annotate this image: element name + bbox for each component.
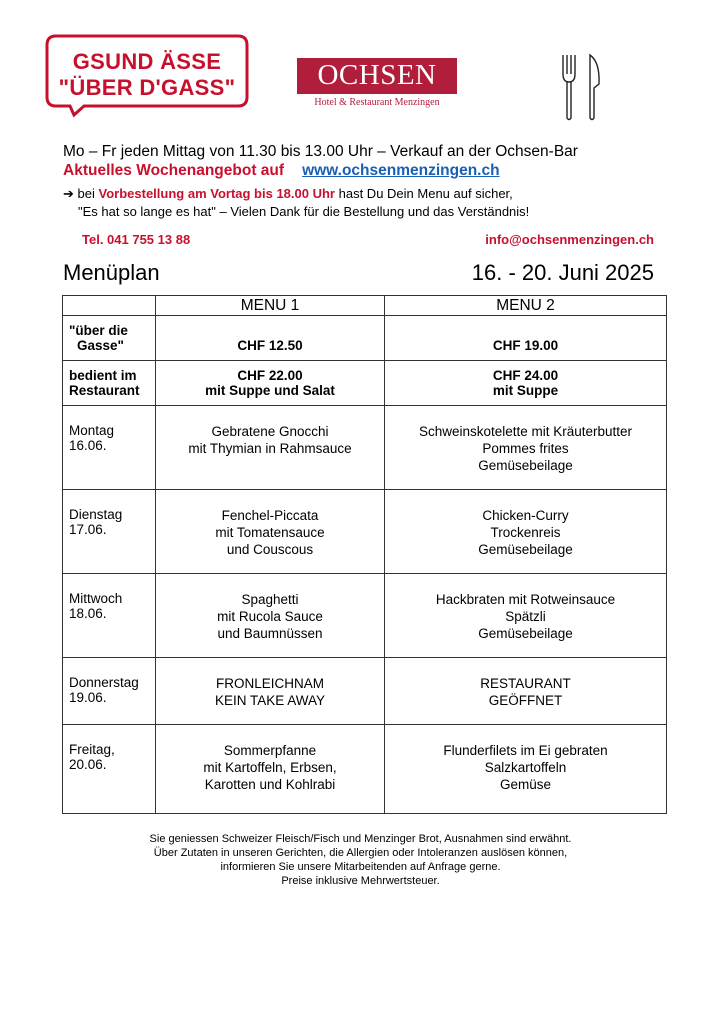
footer-line: Preise inklusive Mehrwertsteuer. bbox=[281, 875, 440, 887]
dish-line: und Baumnüssen bbox=[217, 626, 323, 641]
menu-2-price-amount: CHF 24.00 bbox=[492, 368, 559, 383]
preorder-line bbox=[63, 186, 513, 202]
dish-line: Hackbraten mit Rotweinsauce bbox=[435, 592, 616, 607]
footer-line: Sie geniessen Schweizer Fleisch/Fisch und Menzinger Brot, Ausnahmen sind erwähnt. bbox=[149, 833, 572, 845]
price-row-label bbox=[63, 316, 156, 361]
menu-2-dish bbox=[385, 490, 667, 574]
menu-1-dish bbox=[156, 490, 385, 574]
dish-line: Spaghetti bbox=[241, 592, 299, 607]
day-date: 20.06. bbox=[69, 757, 107, 772]
menu-1-price-amount: CHF 22.00 bbox=[237, 368, 303, 383]
menu-2-dish bbox=[385, 725, 667, 814]
dish-line: RESTAURANT bbox=[480, 676, 571, 691]
footer-note bbox=[0, 832, 721, 888]
weekly-offer-line bbox=[63, 162, 500, 180]
logo-subtitle: Hotel & Restaurant Menzingen bbox=[314, 97, 440, 108]
menu-2-price-note: mit Suppe bbox=[492, 383, 559, 398]
gsund-asse-badge bbox=[44, 33, 250, 115]
fork-knife-icon bbox=[560, 52, 604, 124]
dish-line: Salzkartoffeln bbox=[484, 760, 567, 775]
day-name: Freitag, bbox=[69, 742, 115, 757]
logo-name: OCHSEN bbox=[297, 58, 457, 94]
dish-line: Pommes frites bbox=[482, 441, 569, 456]
dish-line: und Couscous bbox=[226, 542, 314, 557]
price-row-label bbox=[63, 361, 156, 406]
dish-line: Schweinskotelette mit Kräuterbutter bbox=[418, 424, 633, 439]
dish-line: Trockenreis bbox=[490, 525, 561, 540]
weekly-offer-label: Aktuelles Wochenangebot auf bbox=[63, 162, 285, 179]
day-row-friday bbox=[63, 725, 667, 814]
price-row-label-a: bedient im bbox=[69, 368, 137, 383]
badge-line-1: GSUND ÄSSE bbox=[72, 49, 222, 74]
preorder-prefix: bei bbox=[77, 186, 95, 201]
table-header-row bbox=[63, 296, 667, 316]
dish-line: Gemüsebeilage bbox=[478, 542, 573, 557]
dish-line: Karotten und Kohlrabi bbox=[204, 777, 336, 792]
day-date: 19.06. bbox=[69, 690, 107, 705]
dish-line: Gemüse bbox=[499, 777, 552, 792]
price-row-label-a: "über die bbox=[69, 323, 128, 338]
price-row-label-b: Gasse" bbox=[77, 338, 124, 353]
day-name: Dienstag bbox=[69, 507, 123, 522]
menu-1-price-note: mit Suppe und Salat bbox=[205, 383, 335, 398]
price-row-restaurant bbox=[63, 361, 667, 406]
thanks-note: "Es hat so lange es hat" – Vielen Dank für die Bestellung und das Verständnis! bbox=[78, 204, 530, 219]
day-date: 18.06. bbox=[69, 606, 107, 621]
phone-number[interactable]: Tel. 041 755 13 88 bbox=[82, 232, 191, 247]
day-name: Montag bbox=[69, 423, 115, 438]
plan-dates: 16. - 20. Juni 2025 bbox=[471, 260, 654, 285]
day-cell bbox=[63, 658, 156, 725]
website-link[interactable]: www.ochsenmenzingen.ch bbox=[302, 162, 500, 179]
dish-line: Gemüsebeilage bbox=[478, 458, 573, 473]
menu-1-dish bbox=[156, 574, 385, 658]
dish-line: mit Rucola Sauce bbox=[217, 609, 323, 624]
preorder-highlight: Vorbestellung am Vortag bis 18.00 Uhr bbox=[98, 186, 335, 201]
menu-1-dish bbox=[156, 725, 385, 814]
menu-2-header: MENU 2 bbox=[385, 296, 667, 316]
menu-2-price bbox=[385, 361, 667, 406]
day-cell bbox=[63, 406, 156, 490]
day-cell bbox=[63, 490, 156, 574]
day-date: 16.06. bbox=[69, 438, 107, 453]
day-cell bbox=[63, 574, 156, 658]
dish-line: mit Kartoffeln, Erbsen, bbox=[203, 760, 337, 775]
dish-line: Chicken-Curry bbox=[482, 508, 569, 523]
day-name: Mittwoch bbox=[69, 591, 123, 606]
menu-1-dish bbox=[156, 658, 385, 725]
menu-table bbox=[62, 295, 667, 814]
day-date: 17.06. bbox=[69, 522, 107, 537]
footer-line: Über Zutaten in unseren Gerichten, die Allergien oder Intoleranzen auslösen können, bbox=[153, 847, 568, 859]
footer-line: informieren Sie unsere Mitarbeitenden auf Anfrage gerne. bbox=[220, 861, 501, 873]
dish-line: FRONLEICHNAM bbox=[215, 676, 324, 691]
menu-2-dish bbox=[385, 406, 667, 490]
badge-text bbox=[44, 49, 250, 101]
preorder-suffix: hast Du Dein Menu auf sicher, bbox=[338, 186, 513, 201]
menu-1-price bbox=[156, 361, 385, 406]
arrow-right-icon: ➔ bbox=[63, 186, 74, 201]
day-name: Donnerstag bbox=[69, 675, 139, 690]
dish-line: GEÖFFNET bbox=[488, 693, 563, 708]
menu-1-header: MENU 1 bbox=[156, 296, 385, 316]
table-corner-cell bbox=[63, 296, 156, 316]
day-row-thursday bbox=[63, 658, 667, 725]
menu-2-price: CHF 19.00 bbox=[385, 316, 667, 361]
dish-line: Gebratene Gnocchi bbox=[211, 424, 329, 439]
menu-2-dish bbox=[385, 574, 667, 658]
dish-line: Gemüsebeilage bbox=[478, 626, 573, 641]
dish-line: mit Tomatensauce bbox=[215, 525, 325, 540]
ochsen-logo bbox=[297, 58, 457, 108]
menu-2-dish bbox=[385, 658, 667, 725]
email-address[interactable]: info@ochsenmenzingen.ch bbox=[485, 232, 654, 247]
dish-line: Spätzli bbox=[505, 609, 546, 624]
dish-line: Flunderfilets im Ei gebraten bbox=[443, 743, 608, 758]
day-row-wednesday bbox=[63, 574, 667, 658]
dish-line: KEIN TAKE AWAY bbox=[214, 693, 326, 708]
price-row-take-away bbox=[63, 316, 667, 361]
menu-1-dish bbox=[156, 406, 385, 490]
menu-1-price: CHF 12.50 bbox=[156, 316, 385, 361]
day-cell bbox=[63, 725, 156, 814]
badge-line-2: "ÜBER D'GASS" bbox=[58, 75, 236, 100]
price-row-label-b: Restaurant bbox=[69, 383, 140, 398]
dish-line: mit Thymian in Rahmsauce bbox=[188, 441, 352, 456]
page-title: Menüplan bbox=[63, 260, 160, 285]
dish-line: Fenchel-Piccata bbox=[221, 508, 319, 523]
day-row-monday bbox=[63, 406, 667, 490]
dish-line: Sommerpfanne bbox=[223, 743, 317, 758]
day-row-tuesday bbox=[63, 490, 667, 574]
opening-hours: Mo – Fr jeden Mittag von 11.30 bis 13.00 Uhr – Verkauf an der Ochsen-Bar bbox=[63, 143, 578, 160]
